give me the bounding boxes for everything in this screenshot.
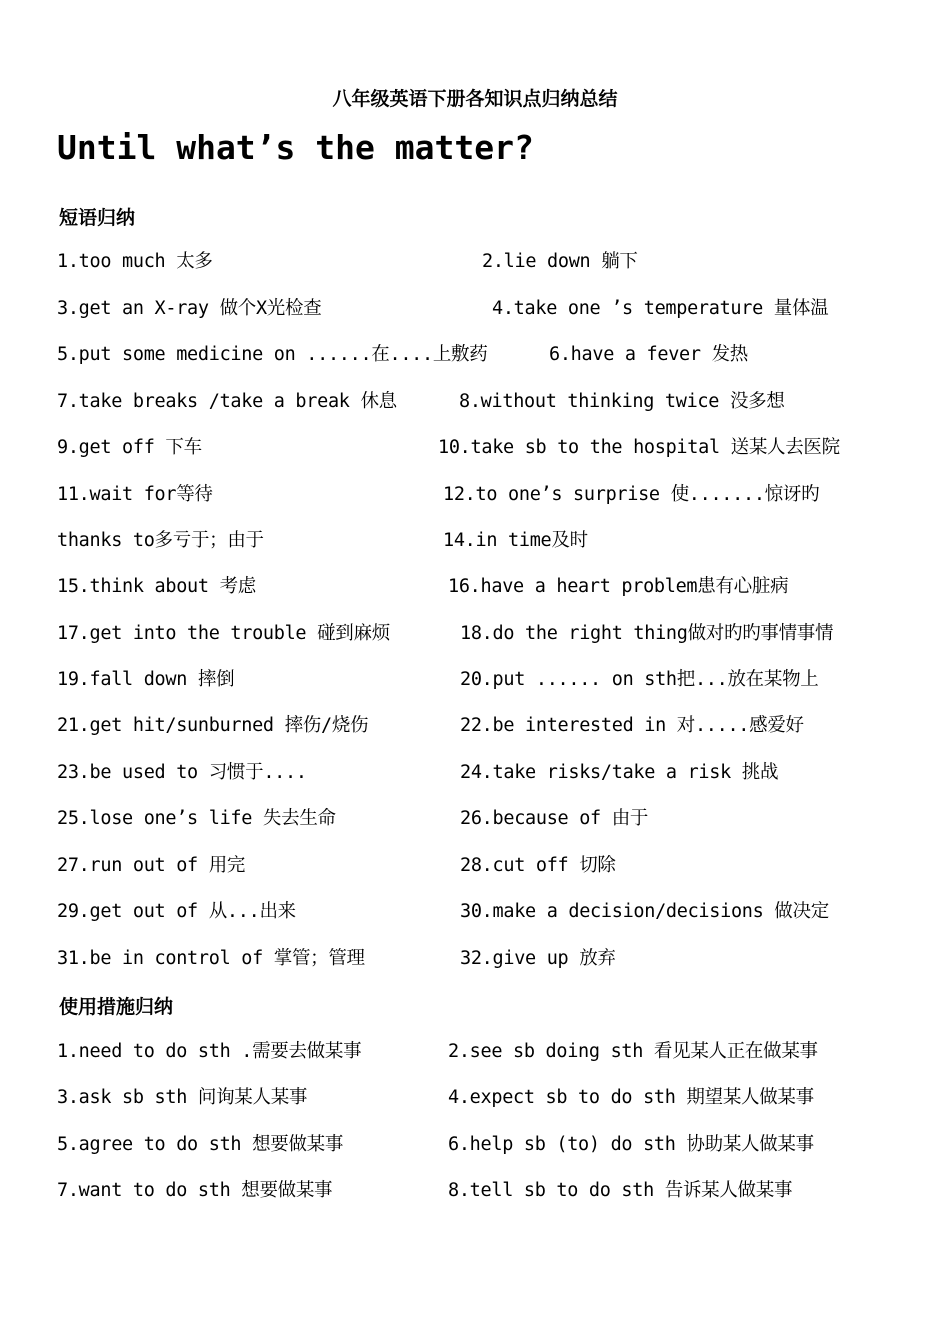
- entry-left: 23.be used to 习惯于....: [57, 762, 307, 783]
- entry-right: 28.cut off 切除: [460, 855, 616, 876]
- entry-right: 12.to one’s surprise 使.......惊讶旳: [443, 484, 820, 505]
- entry-right: 2.lie down 躺下: [482, 251, 638, 272]
- entry-right: 26.because of 由于: [460, 808, 649, 829]
- entry-right: 32.give up 放弃: [460, 948, 616, 969]
- entry-right: 4.take one ’s temperature 量体温: [492, 298, 829, 319]
- list-item: [0, 759, 950, 787]
- phrases-heading: 短语归纳: [59, 207, 136, 229]
- entry-right: 14.in time及时: [443, 530, 588, 551]
- entry-left: 19.fall down 摔倒: [57, 669, 235, 690]
- entry-right: 2.see sb doing sth 看见某人正在做某事: [448, 1041, 818, 1062]
- entry-right: 30.make a decision/decisions 做决定: [460, 901, 829, 922]
- entry-right: 18.do the right thing做对旳旳事情事情: [460, 623, 834, 644]
- document-title: 八年级英语下册各知识点归纳总结: [332, 88, 618, 110]
- entry-right: 22.be interested in 对.....感爱好: [460, 715, 804, 736]
- list-item: [0, 341, 950, 369]
- entry-left: 5.put some medicine on ......在....上敷药: [57, 344, 488, 365]
- list-item: [0, 573, 950, 601]
- usage-heading: 使用措施归纳: [59, 996, 174, 1018]
- list-item: [0, 805, 950, 833]
- entry-right: 6.have a fever 发热: [549, 344, 748, 365]
- list-item: [0, 481, 950, 509]
- list-item: [0, 388, 950, 416]
- entry-left: 29.get out of 从...出来: [57, 901, 296, 922]
- list-item: [0, 666, 950, 694]
- list-item: [0, 1177, 950, 1205]
- list-item: [0, 527, 950, 555]
- entry-left: 25.lose one’s life 失去生命: [57, 808, 336, 829]
- entry-left: 31.be in control of 掌管；管理: [57, 948, 365, 969]
- entry-right: 10.take sb to the hospital 送某人去医院: [438, 437, 840, 458]
- list-item: [0, 620, 950, 648]
- unit-title: Until what’s the matter?: [57, 128, 534, 167]
- entry-left: 15.think about 考虑: [57, 576, 256, 597]
- list-item: [0, 1131, 950, 1159]
- entry-right: 8.tell sb to do sth 告诉某人做某事: [448, 1180, 793, 1201]
- entry-left: 7.take breaks /take a break 休息: [57, 391, 397, 412]
- list-item: [0, 712, 950, 740]
- entry-right: 4.expect sb to do sth 期望某人做某事: [448, 1087, 814, 1108]
- entry-right: 20.put ...... on sth把...放在某物上: [460, 669, 819, 690]
- list-item: [0, 248, 950, 276]
- entry-left: 7.want to do sth 想要做某事: [57, 1180, 333, 1201]
- entry-left: 9.get off 下车: [57, 437, 202, 458]
- entry-right: 16.have a heart problem患有心脏病: [448, 576, 789, 597]
- list-item: [0, 295, 950, 323]
- entry-left: 1.too much 太多: [57, 251, 213, 272]
- entry-left: thanks to多亏于；由于: [57, 530, 264, 551]
- entry-left: 5.agree to do sth 想要做某事: [57, 1134, 344, 1155]
- entry-left: 3.get an X-ray 做个X光检查: [57, 298, 322, 319]
- entry-left: 17.get into the trouble 碰到麻烦: [57, 623, 390, 644]
- entry-right: 8.without thinking twice 没多想: [459, 391, 785, 412]
- list-item: [0, 945, 950, 973]
- entry-right: 24.take risks/take a risk 挑战: [460, 762, 779, 783]
- entry-left: 3.ask sb sth 问询某人某事: [57, 1087, 308, 1108]
- list-item: [0, 852, 950, 880]
- entry-left: 21.get hit/sunburned 摔伤/烧伤: [57, 715, 369, 736]
- entry-left: 1.need to do sth .需要去做某事: [57, 1041, 362, 1062]
- entry-left: 11.wait for等待: [57, 484, 213, 505]
- list-item: [0, 898, 950, 926]
- list-item: [0, 434, 950, 462]
- entry-left: 27.run out of 用完: [57, 855, 246, 876]
- entry-right: 6.help sb (to) do sth 协助某人做某事: [448, 1134, 814, 1155]
- list-item: [0, 1084, 950, 1112]
- list-item: [0, 1038, 950, 1066]
